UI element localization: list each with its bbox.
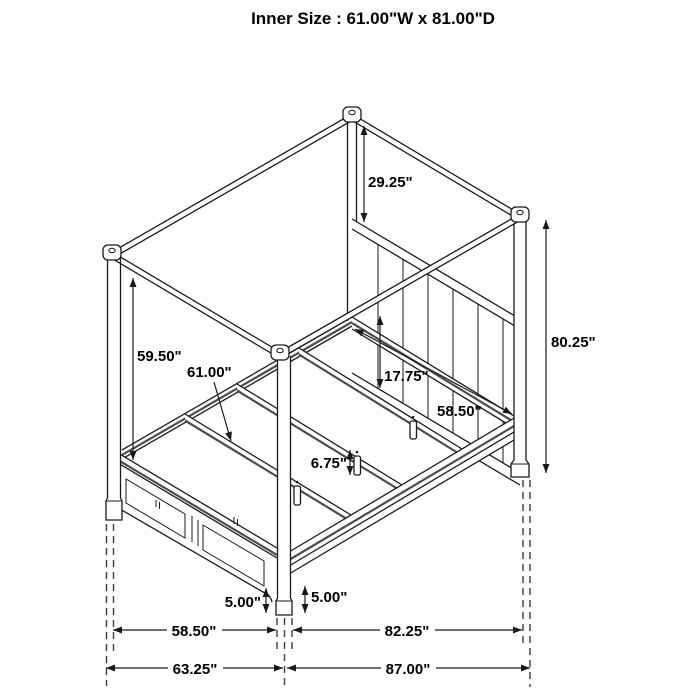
dim-label-headboard-panel: 17.75" [384, 368, 429, 385]
dim-label-footboard-width: 58.50" [171, 623, 217, 640]
leader-inner-width [214, 382, 231, 441]
left-post [106, 257, 122, 520]
dim-label-post-height: 59.50" [137, 348, 182, 365]
dim-label-headboard-width: 58.50" [437, 403, 482, 420]
dim-label-overall-height: 80.25" [551, 334, 596, 351]
dim-label-overall-depth: 87.00" [385, 661, 431, 678]
dim-label-canopy-to-headboard: 29.25" [368, 174, 413, 191]
dim-label-rail-length: 82.25" [384, 623, 430, 640]
footboard [108, 447, 277, 603]
dim-label-clearance-right: 5.00" [311, 589, 348, 606]
right-post [511, 219, 529, 477]
page-title: Inner Size : 61.00"W x 81.00"D [251, 9, 495, 28]
dim-label-inner-width: 61.00" [187, 364, 232, 381]
dim-label-overall-width: 63.25" [172, 661, 218, 678]
dim-label-clearance-left: 5.00" [224, 594, 261, 611]
front-post [276, 356, 292, 615]
dim-label-slat-leg: 6.75" [310, 455, 347, 472]
